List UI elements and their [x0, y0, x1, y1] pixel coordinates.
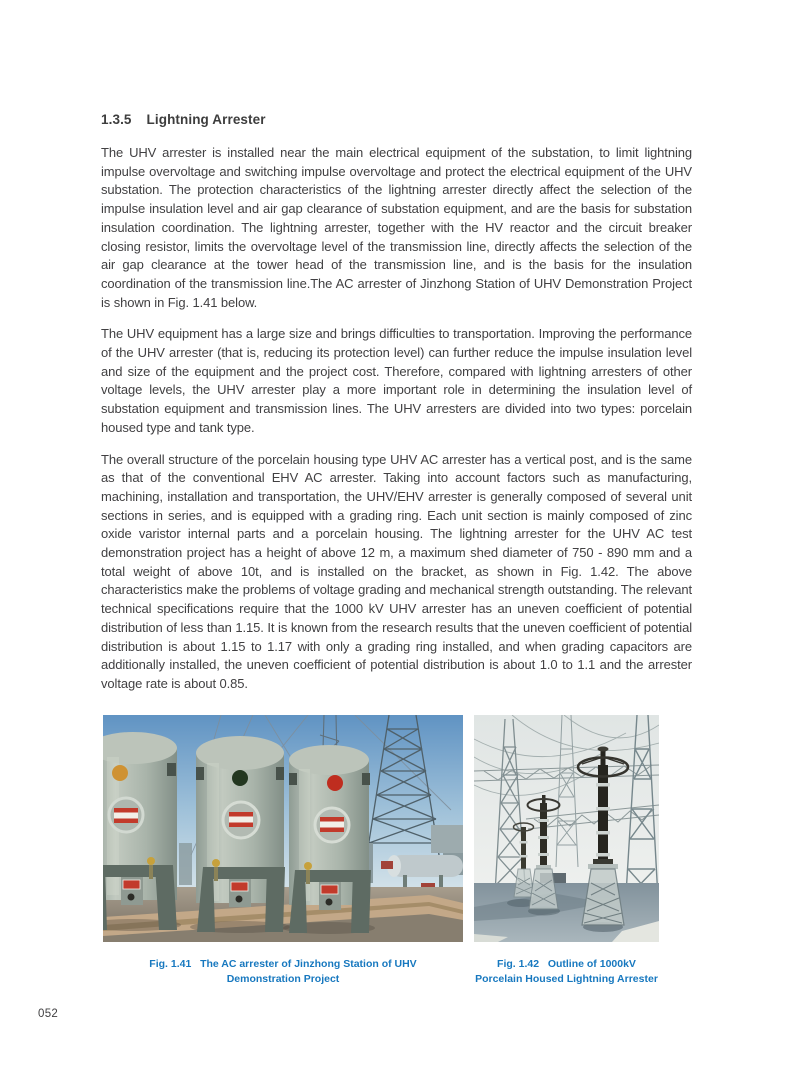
figure-1-41 [103, 715, 463, 987]
page-content [101, 112, 692, 987]
figure-1-42-photo [474, 715, 659, 942]
section-heading [101, 112, 692, 127]
figure-1-41-photo [103, 715, 463, 942]
section-title: Lightning Arrester [146, 112, 266, 127]
caption-line: Fig. 1.41 The AC arrester of Jinzhong Station of UHV [149, 957, 417, 970]
paragraph-1: The UHV arrester is installed near the main electrical equipment of the substation, to limit lightning impulse overvoltage and switching impulse overvoltage and protect the electrical equipment of the UHV substation. The protection characteristics of the lightning arrester directly affect the selection of the impulse insulation level and air gap clearance of substation equipment, and are the basis for substation insulation coordination. The lightning arrester, together with the HV reactor and the circuit breaker closing resistor, limits the overvoltage level of the transmission line, directly affects the selection of the air gap clearance at the tower head of the transmission line, and is the basis for the insulation coordination of the transmission line.The AC arrester of Jinzhong Station of UHV Demonstration Project is shown in Fig. 1.41 below. [101, 145, 692, 310]
page-number: 052 [38, 1008, 59, 1020]
caption-line: Fig. 1.42 Outline of 1000kV [497, 957, 636, 970]
caption-line: Demonstration Project [226, 972, 340, 985]
porcelain-arrester-photo-illustration [474, 715, 659, 942]
figure-1-42-caption [474, 957, 659, 987]
caption-line: Porcelain Housed Lightning Arrester [475, 972, 658, 985]
figure-1-42 [474, 715, 659, 987]
paragraph-3: The overall structure of the porcelain housing type UHV AC arrester has a vertical post, and is the same as that of the conventional EHV AC arrester. Taking into account factors such as manufacturing, machining, installation and transportation, the UHV/EHV arrester is generally composed of several unit sections in series, and is equipped with a grading ring. Each unit section is mainly composed of zinc oxide varistor internal parts and a porcelain housing. The lightning arrester for the UHV AC test demonstration project has a height of above 12 m, a maximum shed diameter of 750 - 890 mm and a total weight of above 10t, and is installed on the bracket, as shown in Fig. 1.42. The above characteristics make the problems of voltage grading and mechanical strength outstanding. The relevant technical specifications require that the 1000 kV UHV arrester has an uneven coefficient of potential distribution of less than 1.15. It is known from the research results that the uneven coefficient of potential distribution is about 1.15 to 1.17 with only a grading ring installed, and when grading capacitors are additionally installed, the uneven coefficient of potential distribution is about 1.0 to 1.1 and the arrester voltage rate is about 0.85. [101, 451, 692, 691]
paragraph-2: The UHV equipment has a large size and brings difficulties to transportation. Improving the performance of the UHV arrester (that is, reducing its protection level) can further reduce the impulse insulation level and size of the equipment and the project cost. Therefore, compared with lightning arresters of other voltage levels, the UHV arrester play a more important role in determining the insulation level of substation equipment and transmission lines. The UHV arresters are divided into two types: porcelain housed type and tank type. [101, 326, 692, 435]
substation-tanks-photo-illustration [103, 715, 463, 942]
figure-row [103, 715, 692, 987]
section-number: 1.3.5 [101, 112, 132, 127]
figure-1-41-caption [103, 957, 463, 987]
